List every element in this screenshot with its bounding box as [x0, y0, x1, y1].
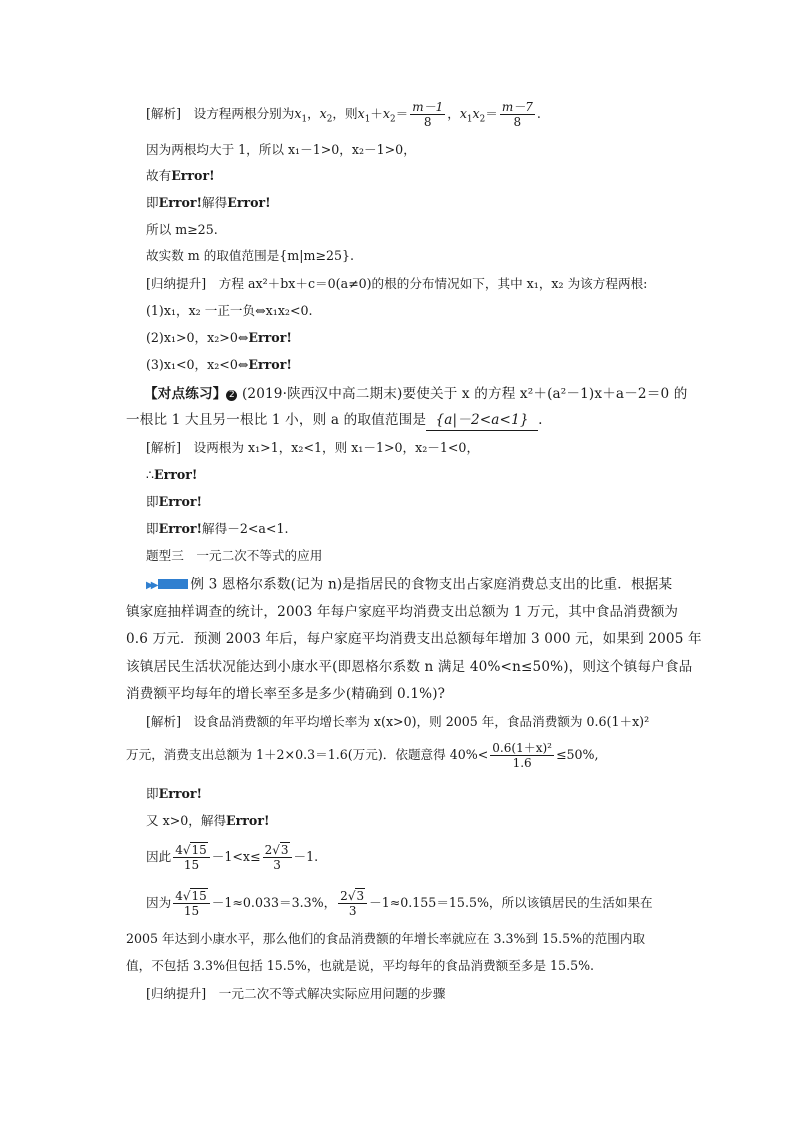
solution-text: 即 [146, 786, 159, 801]
error-placeholder: Error! [248, 330, 292, 345]
solution-text: [解析] 设方程两根分别为 [146, 106, 295, 121]
solution-line-2: 因为两根均大于 1，所以 x₁－1>0，x₂－1>0， [146, 142, 416, 157]
solution-text: －1≈0.155＝15.5%，所以该镇居民的生活如果在 [369, 895, 653, 910]
error-placeholder: Error! [158, 521, 203, 536]
example-solution-2 [126, 740, 684, 770]
var-x: x [319, 106, 327, 121]
fraction-denominator: 15 [183, 904, 200, 918]
practice-text: (2019·陕西汉中高二期末)要使关于 x 的方程 x²＋(a²－1)x＋a－2＝0 的 [241, 386, 688, 402]
subscript: 2 [479, 114, 486, 125]
solution-text: 故有 [146, 168, 172, 183]
var-x: x [357, 106, 365, 121]
fraction-approx-2 [338, 889, 367, 918]
error-placeholder: Error! [158, 195, 203, 210]
practice-line-2 [126, 410, 684, 431]
example-solution-1: [解析] 设食品消费额的年平均增长率为 x(x>0)，则 2005 年，食品消费额为 0.6(1＋x)² [146, 714, 650, 729]
fraction-denominator: 15 [183, 858, 200, 872]
example-line-5: 消费额平均每年的增长率至多是多少(精确到 0.1%)? [126, 686, 446, 702]
fraction-product [500, 100, 535, 129]
var-x: x [294, 106, 302, 121]
equals: ＝ [395, 106, 409, 121]
example-solution-3 [146, 784, 684, 804]
error-placeholder: Error! [226, 813, 270, 828]
error-placeholder: Error! [158, 786, 203, 801]
solution-line-5: 所以 m≥25. [146, 222, 218, 237]
solution-text: ，则 [332, 106, 358, 121]
therefore-symbol: ∴ [146, 467, 155, 482]
coefficient: 4 [175, 889, 183, 903]
solution-text: 因此 [146, 849, 172, 864]
sqrt-symbol-icon: √15 [182, 843, 207, 857]
example-marker-icon [146, 574, 188, 596]
example-line-3: 0.6 万元．预测 2003 年后，每户家庭平均消费支出总额每年增加 3 000 元，如果到 2005 年 [126, 631, 702, 647]
answer-blank: {a|－2<a<1} [426, 410, 538, 431]
induction-line-1: [归纳提升] 方程 ax²＋bx＋c＝0(a≠0)的根的分布情况如下，其中 x₁，x₂ 为该方程两根: [146, 276, 648, 291]
practice-text: 一根比 1 大且另一根比 1 小，则 a 的取值范围是 [126, 412, 427, 428]
solution-line-roots [146, 100, 684, 129]
var-x: x [382, 106, 390, 121]
induction-steps-heading: [归纳提升] 一元二次不等式解决实际应用问题的步骤 [146, 986, 446, 1001]
practice-solution-3 [146, 492, 684, 512]
fraction-sum [410, 100, 445, 129]
section-title: 题型三 一元二次不等式的应用 [146, 548, 323, 563]
example-solution-4 [146, 811, 684, 831]
fraction-lower-bound [173, 843, 210, 872]
fraction-numerator [173, 889, 210, 904]
error-placeholder: Error! [171, 168, 215, 183]
subscript: 1 [301, 114, 308, 125]
solution-text: －1<x≤ [211, 849, 261, 864]
subscript: 2 [326, 114, 333, 125]
period: . [538, 412, 543, 428]
example-text: 例 3 恩格尔系数(记为 n)是指居民的食物支出占家庭消费总支出的比重．根据某 [190, 576, 673, 593]
error-placeholder: Error! [248, 357, 292, 372]
fraction-denominator: 8 [423, 115, 432, 129]
fraction-numerator [338, 889, 367, 904]
solution-line-3 [146, 166, 684, 186]
induction-line-4 [146, 355, 684, 375]
solution-text: 即 [146, 494, 159, 509]
var-x: x [472, 106, 480, 121]
plus: ＋ [370, 106, 383, 121]
solution-text: (3)x₁<0，x₂<0⇔ [146, 357, 249, 372]
practice-solution-4 [146, 519, 684, 539]
solution-text: 即 [146, 521, 159, 536]
fraction-denominator: 3 [273, 858, 281, 872]
sqrt-symbol-icon: √15 [182, 889, 207, 903]
solution-text: 即 [146, 195, 159, 210]
solution-text: 又 x>0，解得 [146, 813, 227, 828]
fraction-numerator [173, 843, 210, 858]
equals: ＝ [485, 106, 498, 121]
fraction-numerator [263, 843, 292, 858]
comma: ， [447, 106, 460, 121]
coefficient: 4 [175, 843, 183, 857]
practice-solution-1: [解析] 设两根为 x₁>1，x₂<1，则 x₁－1>0，x₂－1<0， [146, 440, 480, 455]
induction-line-3 [146, 328, 684, 348]
fraction-denominator: 1.6 [512, 756, 532, 770]
subscript: 1 [466, 114, 473, 125]
error-placeholder: Error! [158, 494, 203, 509]
radicand: 3 [356, 889, 365, 903]
fraction-approx-1 [173, 889, 210, 918]
var-x: x [459, 106, 467, 121]
fraction-numerator: m－1 [412, 100, 444, 114]
example-solution-6 [146, 886, 684, 920]
fraction-denominator: 3 [348, 904, 357, 918]
solution-text: 解得－2<a<1. [202, 521, 289, 536]
example-solution-5 [146, 840, 684, 874]
error-placeholder: Error! [227, 195, 271, 210]
double-arrow-icon: ▶▶ [146, 580, 156, 591]
example-line-4: 该镇居民生活状况能达到小康水平(即恩格尔系数 n 满足 40%<n≤50%)，则这个镇每户食品 [126, 659, 693, 675]
solution-line-4 [146, 193, 684, 213]
fraction-ratio [490, 741, 554, 770]
radicand: 3 [280, 843, 289, 857]
solution-text: 解得 [202, 195, 228, 210]
practice-line-1 [144, 384, 688, 404]
coefficient: 2 [264, 843, 273, 857]
period: . [536, 106, 541, 121]
blue-bar-icon [158, 579, 188, 589]
solution-text: 万元，消费支出总额为 1＋2×0.3＝1.6(万元)．依题意得 40%< [126, 747, 489, 762]
solution-text: －1≈0.033＝3.3%， [211, 895, 337, 910]
example-line-1 [146, 574, 684, 596]
solution-text: (2)x₁>0，x₂>0⇔ [146, 330, 249, 345]
comma: ， [307, 106, 320, 121]
example-line-2: 镇家庭抽样调查的统计，2003 年每户家庭平均消费支出总额为 1 万元，其中食品消费额为 [126, 604, 679, 620]
fraction-upper-bound [263, 843, 292, 872]
sqrt-symbol-icon: √3 [272, 843, 289, 857]
sqrt-symbol-icon: √3 [347, 889, 365, 903]
induction-line-2: (1)x₁，x₂ 一正一负⇔x₁x₂<0. [146, 303, 313, 318]
solution-text: 因为 [146, 895, 172, 910]
fraction-denominator: 8 [513, 115, 522, 129]
subscript: 1 [364, 114, 371, 125]
example-solution-7: 2005 年达到小康水平，那么他们的食品消费额的年增长率就应在 3.3%到 15.5%的范围内取 [126, 931, 646, 946]
solution-text: －1. [293, 849, 319, 864]
solution-line-6: 故实数 m 的取值范围是{m|m≥25}. [146, 248, 355, 263]
subscript: 2 [390, 114, 396, 125]
coefficient: 2 [340, 889, 348, 903]
practice-solution-2 [146, 465, 684, 485]
radicand: 15 [191, 843, 207, 857]
practice-heading: 【对点练习】 [144, 386, 227, 402]
error-placeholder: Error! [154, 467, 198, 482]
fraction-numerator: m－7 [501, 100, 533, 114]
fraction-numerator: 0.6(1＋x)² [492, 741, 552, 755]
example-solution-8: 值，不包括 3.3%但包括 15.5%，也就是说，平均每年的食品消费额至多是 15.5%. [126, 958, 595, 973]
number-badge-icon: 2 [226, 390, 237, 401]
solution-text: ≤50%, [555, 747, 599, 762]
radicand: 15 [191, 889, 207, 903]
